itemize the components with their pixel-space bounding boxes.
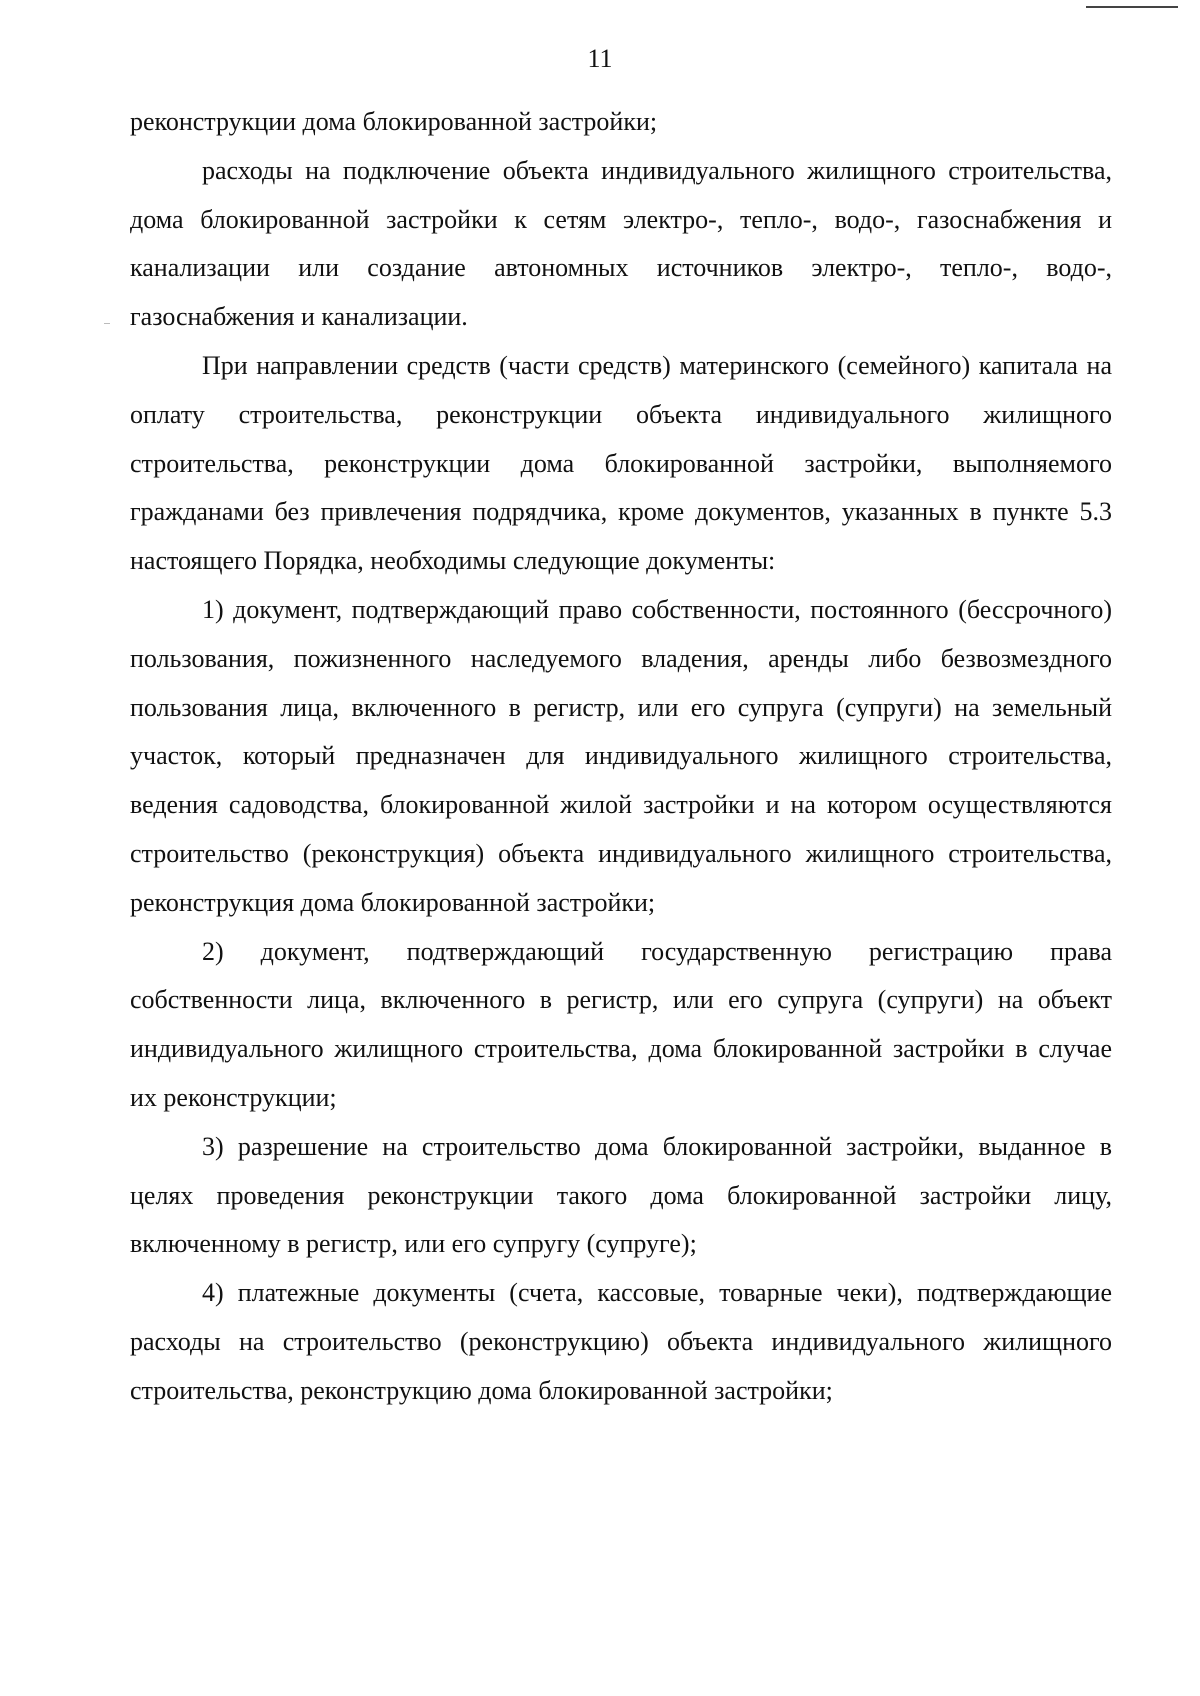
- list-item-1: 1) документ, подтверждающий право собственности, постоянного (бессрочного) пользования, пожизненного наследуемого владения, аренды либо безвозмездного пользования лица, включенного в регистр, или его супруга (супруги) на земельный участок, который предназначен для индивидуального жилищного строительства, ведения садоводства, блокированной жилой застройки и на котором осуществляются строительство (реконструкция) объекта индивидуального жилищного строительства, реконструкция дома блокированной застройки;: [130, 594, 1112, 917]
- list-item-2: 2) документ, подтверждающий государственную регистрацию права собственности лица, включенного в регистр, или его супруга (супруги) на объект индивидуального жилищного строительства, дома блокированной застройки в случае их реконструкции;: [130, 936, 1112, 1112]
- header-rule: [1086, 6, 1178, 8]
- list-item-4: 4) платежные документы (счета, кассовые, товарные чеки), подтверждающие расходы на строительство (реконструкцию) объекта индивидуального жилищного строительства, реконструкцию дома блокированной застройки;: [130, 1278, 1112, 1405]
- paragraph-connection-costs: расходы на подключение объекта индивидуального жилищного строительства, дома блокированной застройки к сетям электро-, тепло-, водо-, газоснабжения и канализации или создание автономных источников электро-, тепло-, водо-, газоснабжения и канализации.: [130, 155, 1112, 332]
- list-item-3: 3) разрешение на строительство дома блокированной застройки, выданное в целях проведения реконструкции такого дома блокированной застройки лицу, включенному в регистр, или его супругу (супруге);: [130, 1131, 1112, 1259]
- scan-mark: [104, 323, 110, 324]
- document-body: [130, 98, 1112, 1416]
- page-number: 11: [587, 44, 613, 73]
- paragraph-continuation: реконструкции дома блокированной застройки;: [130, 107, 658, 136]
- paragraph-required-documents: При направлении средств (части средств) материнского (семейного) капитала на оплату строительства, реконструкции объекта индивидуального жилищного строительства, реконструкции дома блокированной застройки, выполняемого гражданами без привлечения подрядчика, кроме документов, указанных в пункте 5.3 настоящего Порядка, необходимы следующие документы:: [130, 350, 1112, 576]
